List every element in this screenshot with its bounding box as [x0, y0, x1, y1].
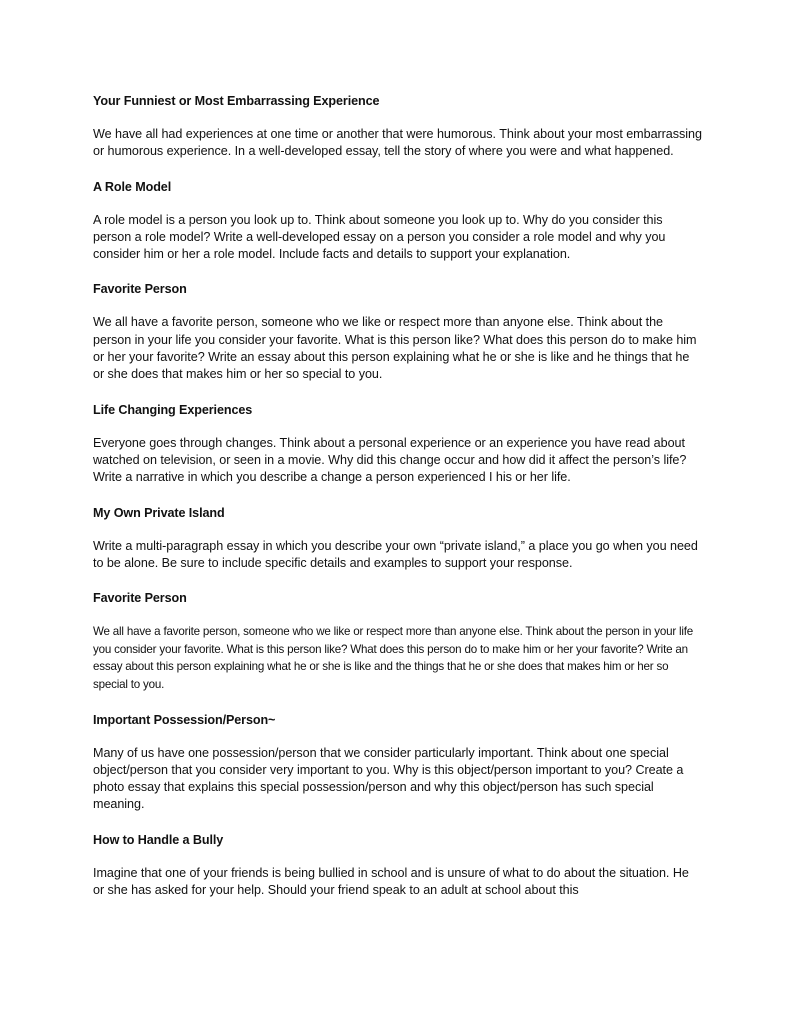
section-heading: My Own Private Island [93, 505, 225, 520]
section-paragraph: Many of us have one possession/person that we consider particularly important. Think about one special object/person that you consider very important to you. Why is this object/person important to you? Create a photo essay that explains this special possession/person and why this object/person has such special meaning. [93, 745, 684, 812]
section-paragraph: Write a multi-paragraph essay in which you describe your own “private island,” a place you go when you need to be alone. Be sure to include specific details and examples to support your response. [93, 538, 698, 570]
section-paragraph: Everyone goes through changes. Think about a personal experience or an experience you have read about watched on television, or seen in a movie. Why did this change occur and how did it affect the person’s life? Write a narrative in which you describe a change a person experienced I his or her life. [93, 435, 687, 485]
prompt-section-life-changing [93, 401, 703, 487]
prompt-section-important-possession [93, 711, 703, 814]
prompt-section-funniest [93, 92, 703, 161]
prompt-section-favorite-person [93, 280, 703, 383]
section-heading: Your Funniest or Most Embarrassing Experience [93, 94, 380, 108]
section-heading: A Role Model [93, 179, 172, 194]
section-heading: Important Possession/Person~ [93, 712, 276, 727]
prompt-section-role-model [93, 178, 703, 264]
prompt-section-bully [93, 831, 703, 900]
prompt-section-favorite-person-2 [93, 589, 703, 693]
section-heading: Favorite Person [93, 591, 187, 606]
section-paragraph: Imagine that one of your friends is being bullied in school and is unsure of what to do about the situation. He or she has asked for your help. Should your friend speak to an adult at school about this [93, 865, 689, 898]
section-heading: Life Changing Experiences [93, 402, 253, 417]
section-paragraph: A role model is a person you look up to. Think about someone you look up to. Why do you consider this person a role model? Write a well-developed essay on a person you consider a role model and why you consider him or her a role model. Include facts and details to support your explanation. [93, 212, 666, 262]
prompt-section-private-island [93, 504, 703, 573]
section-heading: Favorite Person [93, 282, 187, 297]
document-body [93, 92, 703, 916]
section-heading: How to Handle a Bully [93, 832, 224, 847]
section-paragraph: We have all had experiences at one time or another that were humorous. Think about your most embarrassing or humorous experience. In a well-developed essay, tell the story of where you were and what happened. [93, 127, 702, 159]
section-paragraph: We all have a favorite person, someone who we like or respect more than anyone else. Think about the person in your life you consider your favorite. What is this person like? What does this person do to make him or her your favorite? Write an essay about this person explaining what he or she is like and he things that he or she does that makes him or her so special to you. [93, 315, 697, 382]
section-paragraph: We all have a favorite person, someone who we like or respect more than anyone else. Think about the person in your life you consider your favorite. What is this person like? What does this person do to make him or her your favorite? Write an essay about this person explaining what he or she is like and the things that he or she does that makes him or her so special to you. [93, 625, 694, 691]
